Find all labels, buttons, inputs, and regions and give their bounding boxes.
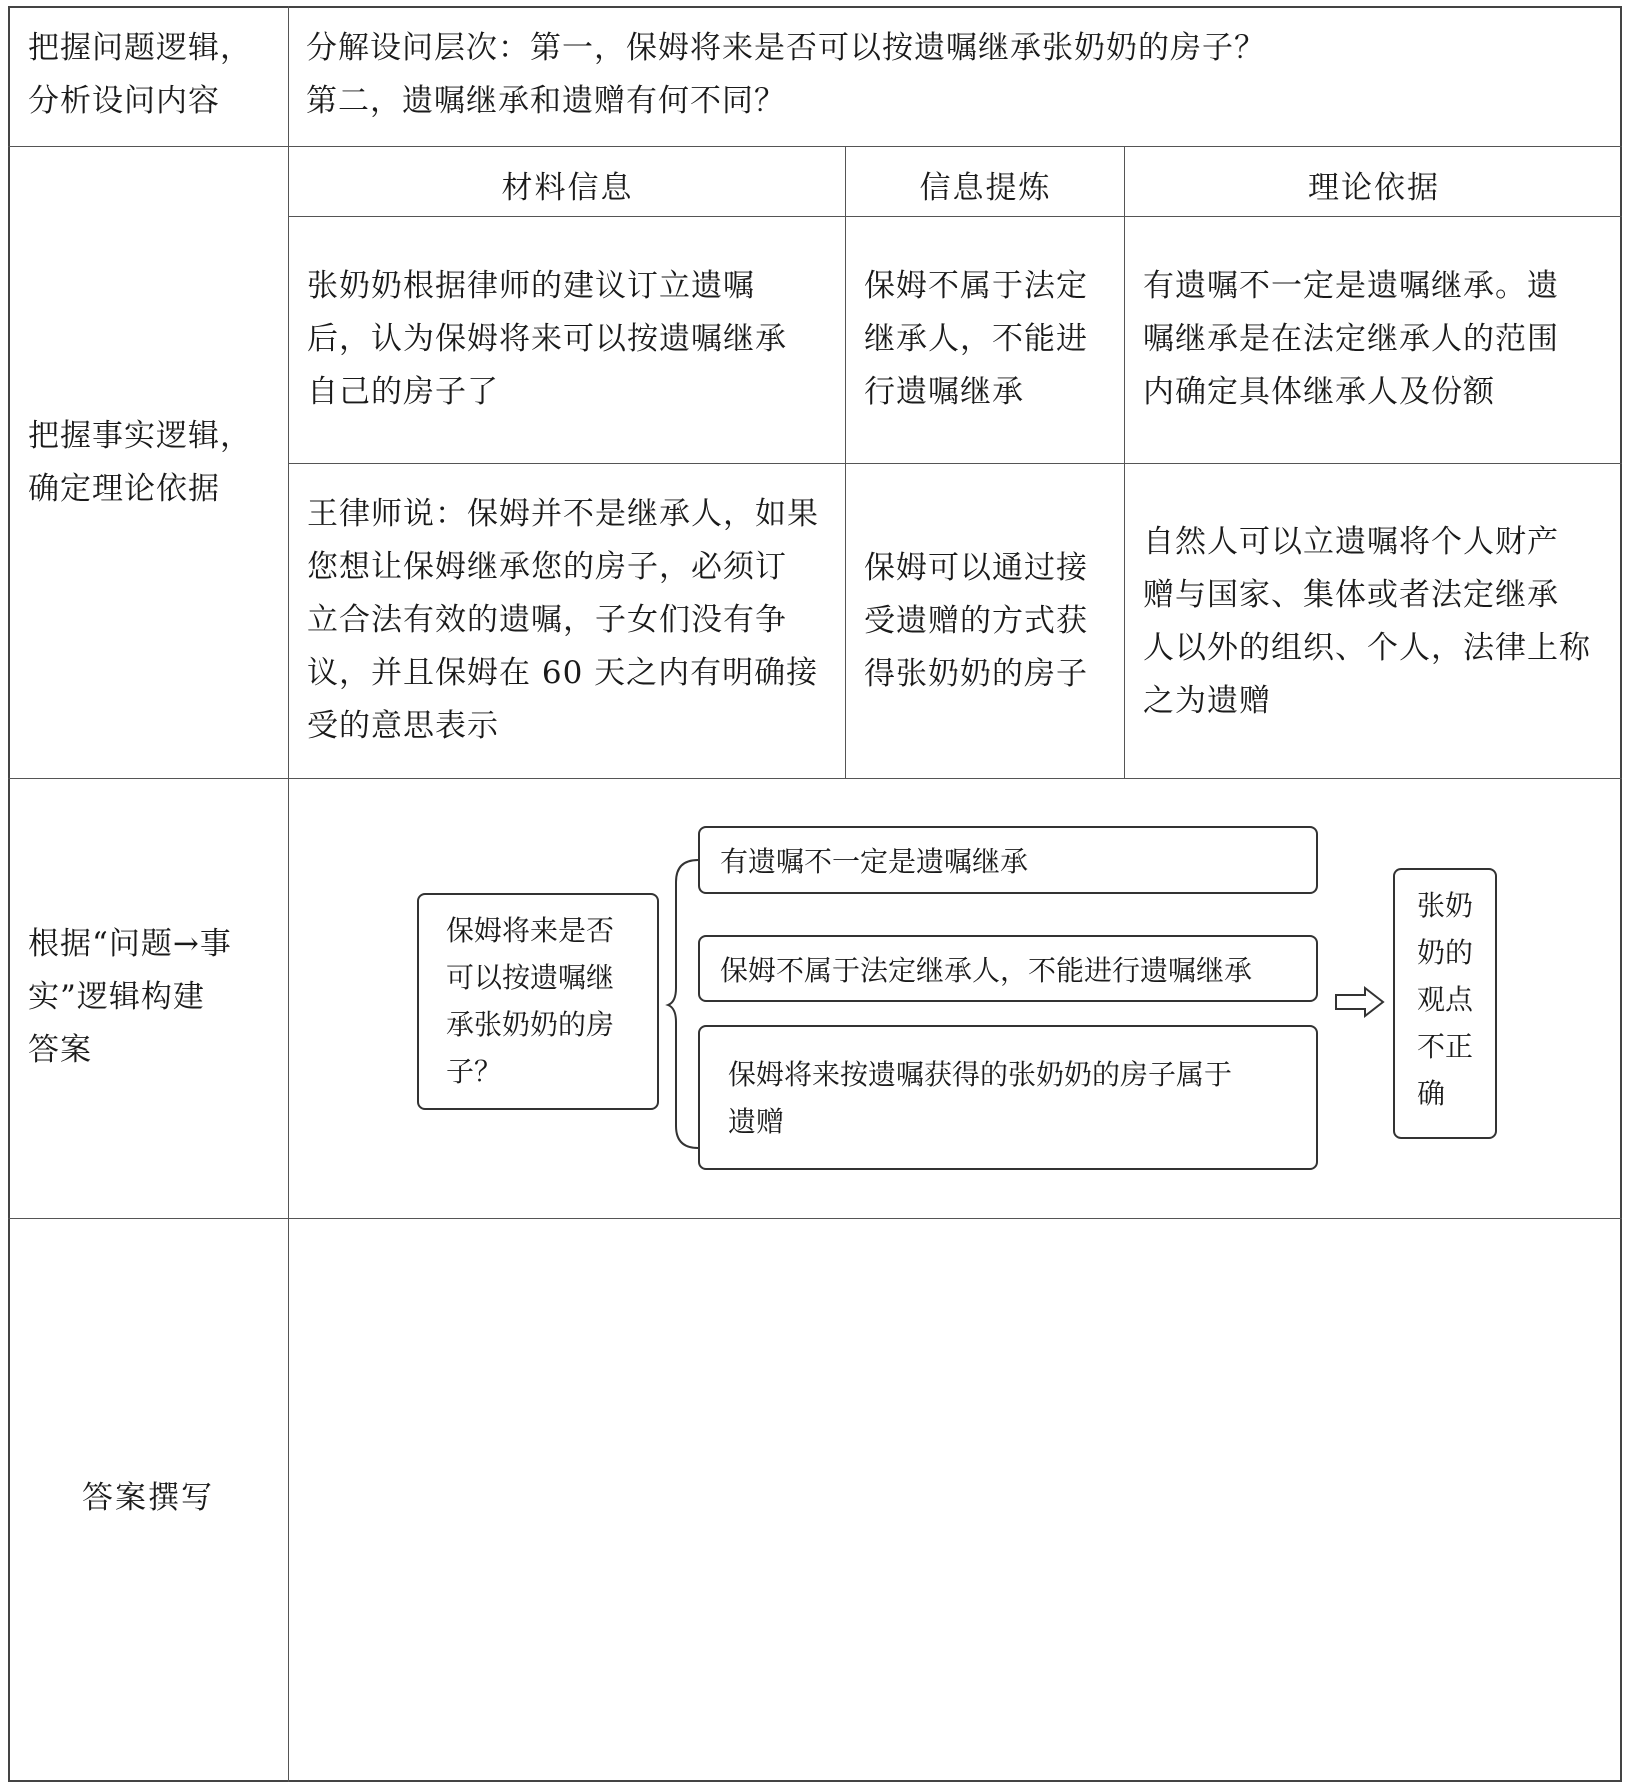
theory-cell: 有遗嘱不一定是遗嘱继承。遗 嘱继承是在法定继承人的范围 内确定具体继承人及份额	[1143, 268, 1559, 410]
question-box: 保姆将来是否 可以按遗嘱继 承张奶奶的房 子？	[417, 893, 659, 1110]
answer-area[interactable]	[306, 1236, 1606, 1756]
fact-box: 保姆不属于法定继承人，不能进行遗嘱继承	[698, 935, 1318, 1002]
conclusion-box: 张奶 奶的 观点 不正 确	[1393, 868, 1497, 1139]
fact-box: 有遗嘱不一定是遗嘱继承	[698, 826, 1318, 894]
header-divider	[288, 216, 1622, 217]
fact-row-divider	[288, 463, 1622, 464]
row-label-question-logic: 把握问题逻辑， 分析设问内容	[28, 30, 252, 119]
column-divider	[845, 146, 846, 778]
fact-box: 保姆将来按遗嘱获得的张奶奶的房子属于 遗赠	[698, 1025, 1318, 1170]
extract-cell: 保姆可以通过接 受遗赠的方式获 得张奶奶的房子	[864, 550, 1088, 692]
row-label-build-answer: 根据“问题→事 实”逻辑构建 答案	[28, 926, 232, 1068]
row-label-fact-logic: 把握事实逻辑， 确定理论依据	[28, 418, 252, 507]
column-divider	[1124, 146, 1125, 778]
row-divider	[8, 1218, 1622, 1219]
arrow-right-icon	[1335, 987, 1385, 1017]
column-header-extract: 信息提炼	[919, 170, 1052, 206]
column-header-theory: 理论依据	[1308, 170, 1440, 206]
extract-cell: 保姆不属于法定 继承人，不能进 行遗嘱继承	[864, 268, 1088, 410]
material-cell: 张奶奶根据律师的建议订立遗嘱 后，认为保姆将来可以按遗嘱继承 自己的房子了	[307, 268, 787, 410]
row-divider	[8, 146, 1622, 147]
material-cell: 王律师说：保姆并不是继承人，如果 您想让保姆继承您的房子，必须订 立合法有效的遗嘱，子女们没有争 议，并且保姆在 60 天之内有明确接 受的意思表示	[307, 496, 819, 744]
row-label-answer-writing: 答案撰写	[82, 1480, 214, 1516]
column-header-material: 材料信息	[501, 170, 634, 206]
theory-cell: 自然人可以立遗嘱将个人财产 赠与国家、集体或者法定继承 人以外的组织、个人，法律上称 之为遗赠	[1143, 524, 1591, 719]
row-divider	[8, 778, 1622, 779]
question-breakdown: 分解设问层次：第一，保姆将来是否可以按遗嘱继承张奶奶的房子？ 第二，遗嘱继承和遗赠有何不同？	[306, 30, 1266, 119]
label-column-divider	[288, 6, 289, 1782]
